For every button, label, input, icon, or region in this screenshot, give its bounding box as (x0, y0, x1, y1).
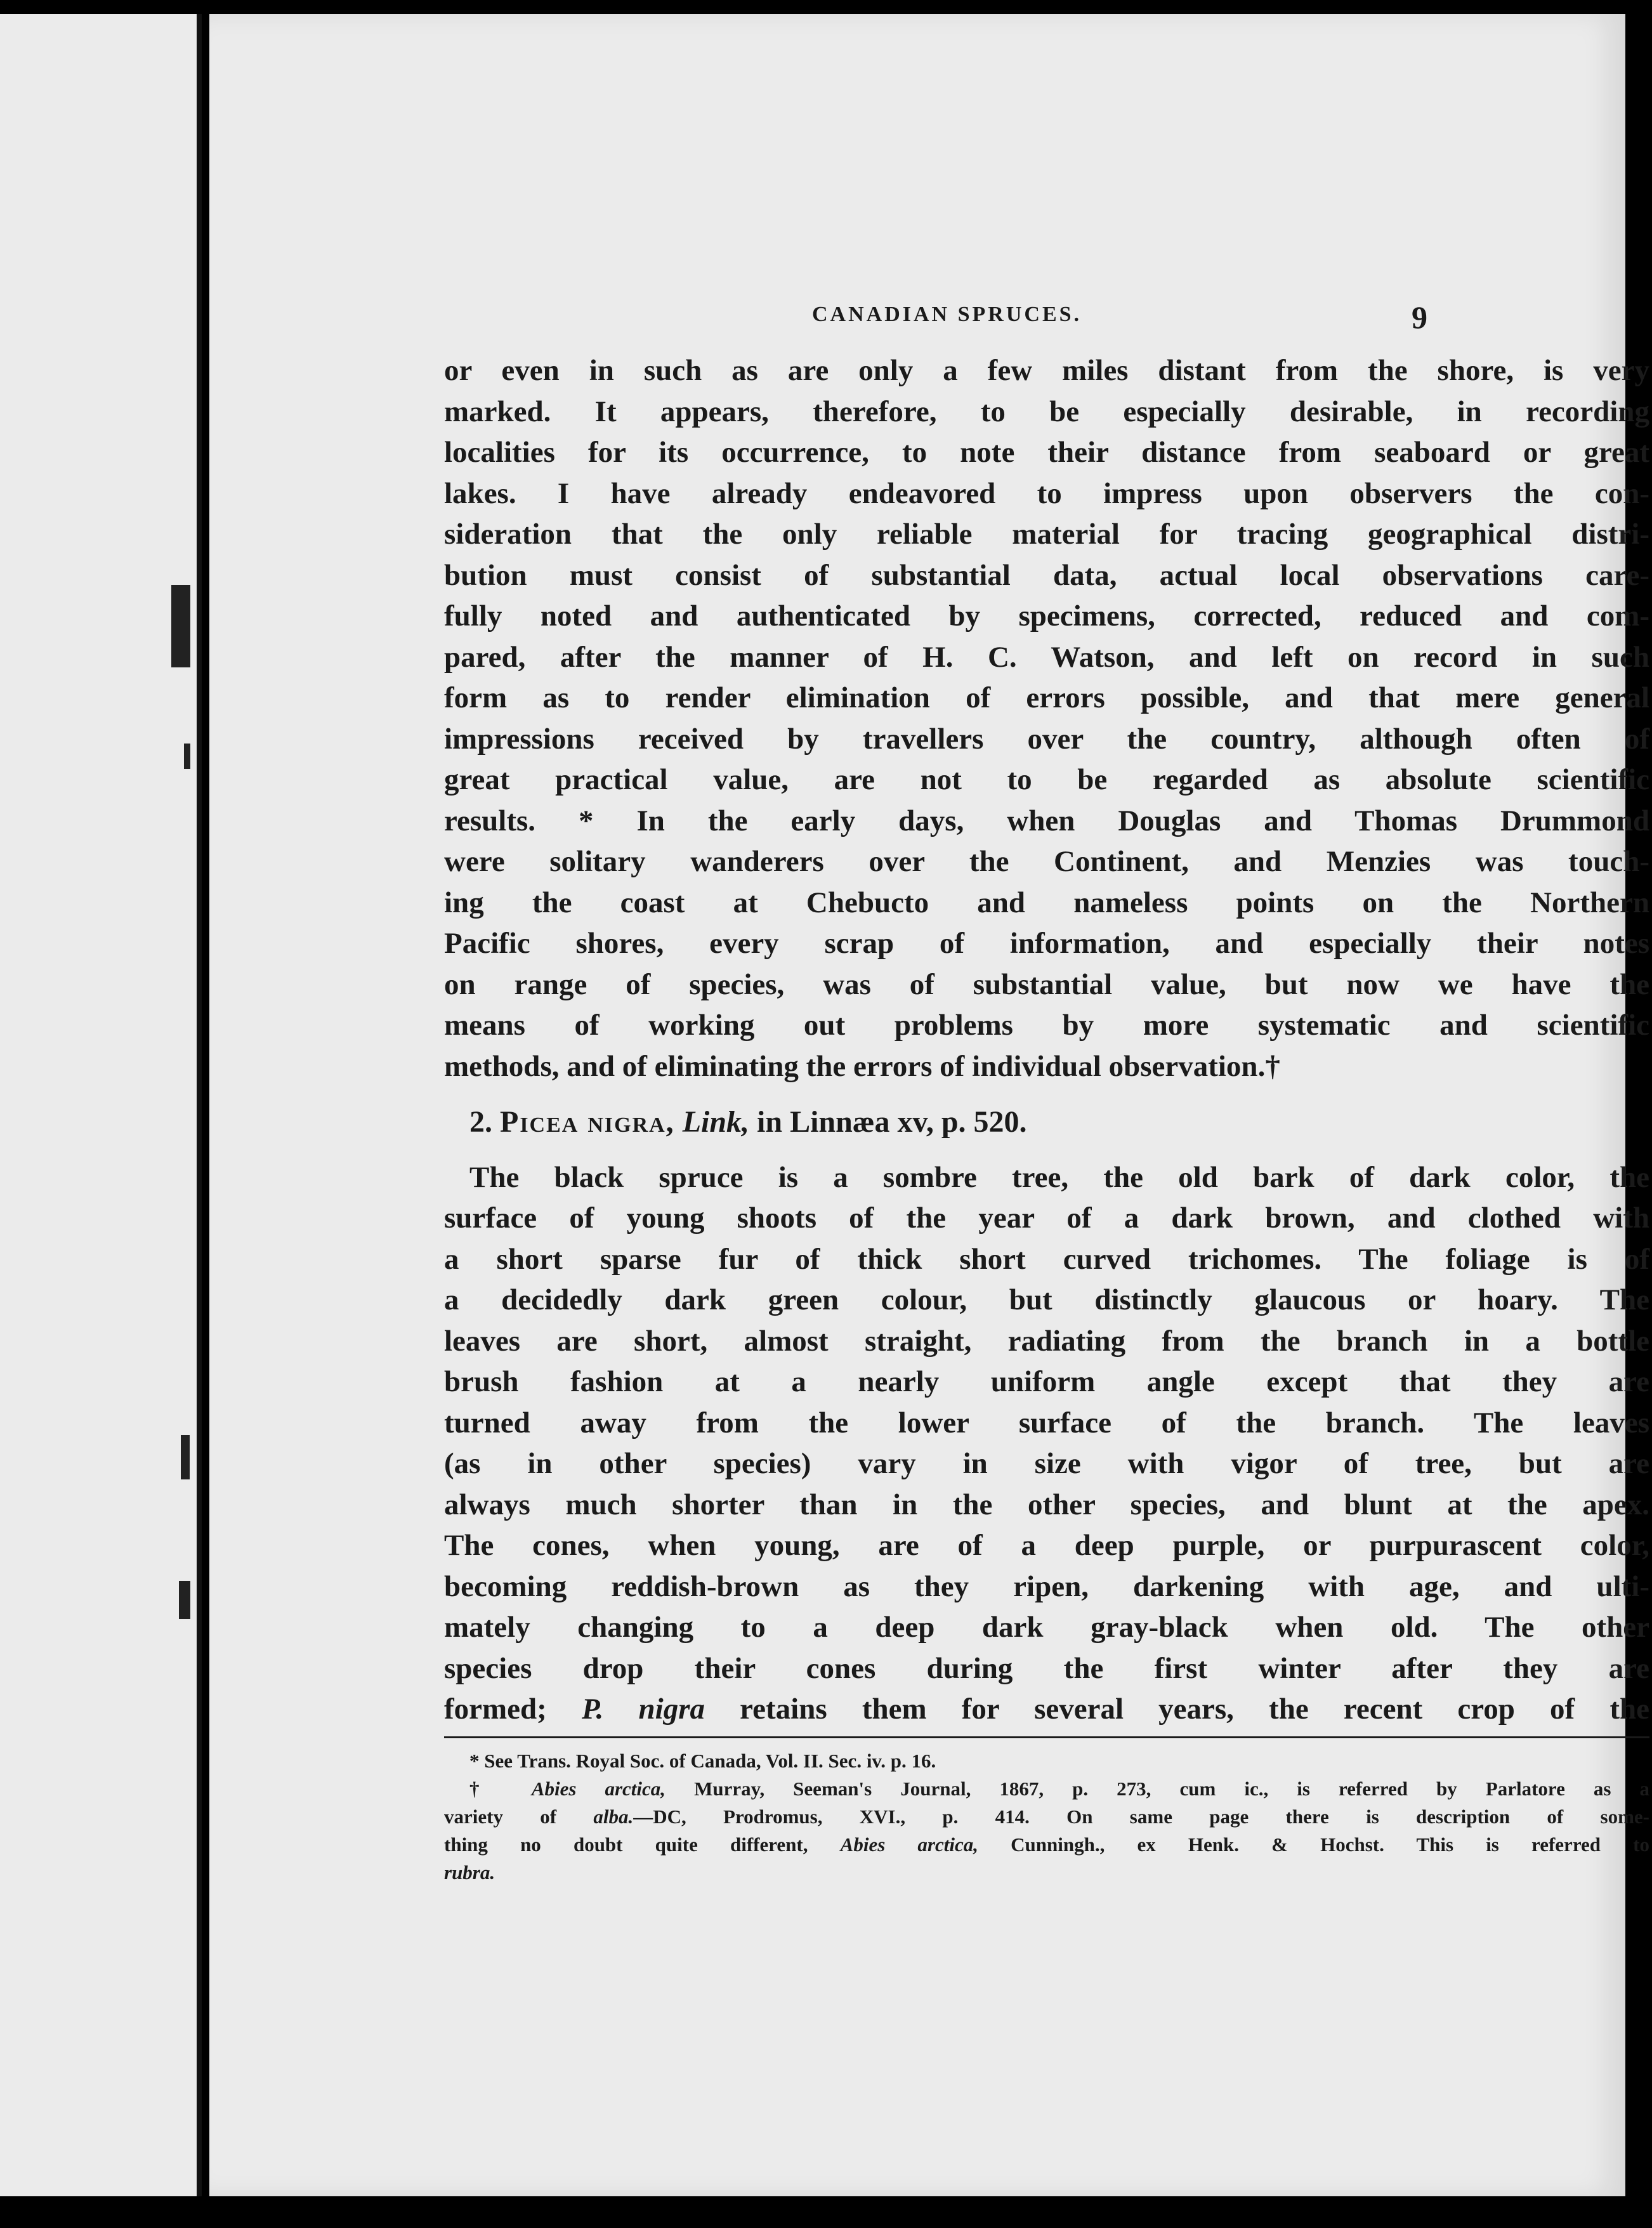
text-line: pared, after the manner of H. C. Watson, and left on record in such (444, 640, 1649, 674)
running-head: CANADIAN SPRUCES. (812, 303, 1082, 326)
text-line: lakes. I have already endeavored to impress upon observers the con- (444, 476, 1649, 510)
binding-mark (181, 1435, 190, 1479)
main-text (444, 350, 1649, 1887)
text-line: sideration that the only reliable material for tracing geographical distri- (444, 518, 1649, 551)
text-line: form as to render elimination of errors possible, and that mere general (444, 681, 1649, 714)
text-line: becoming reddish-brown as they ripen, darkening with age, and ulti- (444, 1569, 1649, 1603)
page-number: 9 (1412, 299, 1427, 335)
text-line: localities for its occurrence, to note their distance from seaboard or great (444, 436, 1649, 469)
text-line: leaves are short, almost straight, radiating from the branch in a bottle (444, 1324, 1649, 1358)
footnote-line (444, 1859, 1649, 1887)
footnote-line (444, 1803, 1649, 1831)
text-line: a decidedly dark green colour, but distinctly glaucous or hoary. The (444, 1283, 1649, 1316)
binding-mark (171, 585, 190, 667)
text-line: mately changing to a deep dark gray-black when old. The other (444, 1611, 1649, 1644)
text-line: great practical value, are not to be regarded as absolute scientific (444, 763, 1649, 796)
text-fragment: formed; (444, 1693, 582, 1726)
paragraph (444, 1157, 1649, 1730)
footnote-text: thing no doubt quite different, (444, 1833, 841, 1856)
text-line: (as in other species) vary in size with vigor of tree, but are (444, 1447, 1649, 1480)
text-line: The black spruce is a sombre tree, the old bark of dark color, the (469, 1160, 1649, 1194)
footnote-line (444, 1775, 1649, 1803)
text-line: brush fashion at a nearly uniform angle except that they are (444, 1365, 1649, 1398)
text-line: surface of young shoots of the year of a dark brown, and clothed with (444, 1202, 1649, 1235)
species-name: Picea nigra, (500, 1105, 675, 1139)
binding-mark (179, 1581, 190, 1619)
footnote: * See Trans. Royal Soc. of Canada, Vol. II. Sec. iv. p. 16. (469, 1749, 936, 1772)
text-line: a short sparse fur of thick short curved trichomes. The foliage is of (444, 1242, 1649, 1276)
text-line: impressions received by travellers over the country, although often of (444, 722, 1649, 756)
footnote-text: Cunningh., ex Henk. & Hochst. This is referred to (978, 1833, 1649, 1856)
footnote-italic: Abies arctica, (840, 1833, 978, 1856)
footnotes (444, 1747, 1649, 1887)
species-italic: P. nigra (581, 1693, 705, 1726)
page-header (209, 299, 1625, 353)
binding-mark (184, 744, 190, 769)
footnote-italic: rubra. (444, 1861, 495, 1884)
paragraph (444, 350, 1649, 1087)
species-author: Link, (682, 1105, 750, 1139)
footnote-line (444, 1831, 1649, 1859)
footnote-mark: † (469, 1777, 532, 1800)
book-page (209, 14, 1650, 2196)
text-line: always much shorter than in the other species, and blunt at the apex. (444, 1488, 1649, 1521)
footnote-text: Murray, Seeman's Journal, 1867, p. 273, cum ic., is referred by Parlatore as a (665, 1777, 1650, 1800)
text-line: were solitary wanderers over the Continent, and Menzies was touch- (444, 845, 1649, 878)
footnote-italic: Abies arctica, (531, 1777, 666, 1800)
text-line: species drop their cones during the first winter after they are (444, 1651, 1649, 1685)
text-line: or even in such as are only a few miles distant from the shore, is very (444, 354, 1649, 387)
facing-page-edge (0, 14, 202, 2196)
text-line: marked. It appears, therefore, to be especially desirable, in recording (444, 395, 1649, 428)
text-line (444, 1689, 1649, 1730)
text-line: fully noted and authenticated by specimens, corrected, reduced and com- (444, 600, 1649, 632)
footnote-rule (444, 1736, 1649, 1738)
text-fragment: retains them for several years, the recent crop of the (705, 1693, 1649, 1726)
text-line: results. * In the early days, when Douglas and Thomas Drummond (444, 804, 1649, 837)
footnote-text: variety of (444, 1805, 594, 1828)
text-line: on range of species, was of substantial value, but now we have the (444, 967, 1649, 1001)
text-line: methods, and of eliminating the errors of individual observation.† (444, 1049, 1280, 1083)
heading-number: 2. (469, 1105, 492, 1139)
text-line: bution must consist of substantial data, actual local observations care- (444, 558, 1649, 592)
text-line: The cones, when young, are of a deep purple, or purpurascent color, (444, 1529, 1649, 1562)
text-line: means of working out problems by more systematic and scientific (444, 1009, 1649, 1042)
species-citation: in Linnæa xv, p. 520. (757, 1105, 1027, 1139)
text-line: ing the coast at Chebucto and nameless points on the Northern (444, 886, 1649, 919)
text-line: turned away from the lower surface of the branch. The leaves (444, 1406, 1649, 1439)
footnote-text: —DC, Prodromus, XVI., p. 414. On same page there is description of some- (633, 1805, 1650, 1828)
footnote-italic: alba. (593, 1805, 634, 1828)
text-line: Pacific shores, every scrap of information, and especially their notes (444, 927, 1649, 960)
species-heading (444, 1102, 1649, 1143)
